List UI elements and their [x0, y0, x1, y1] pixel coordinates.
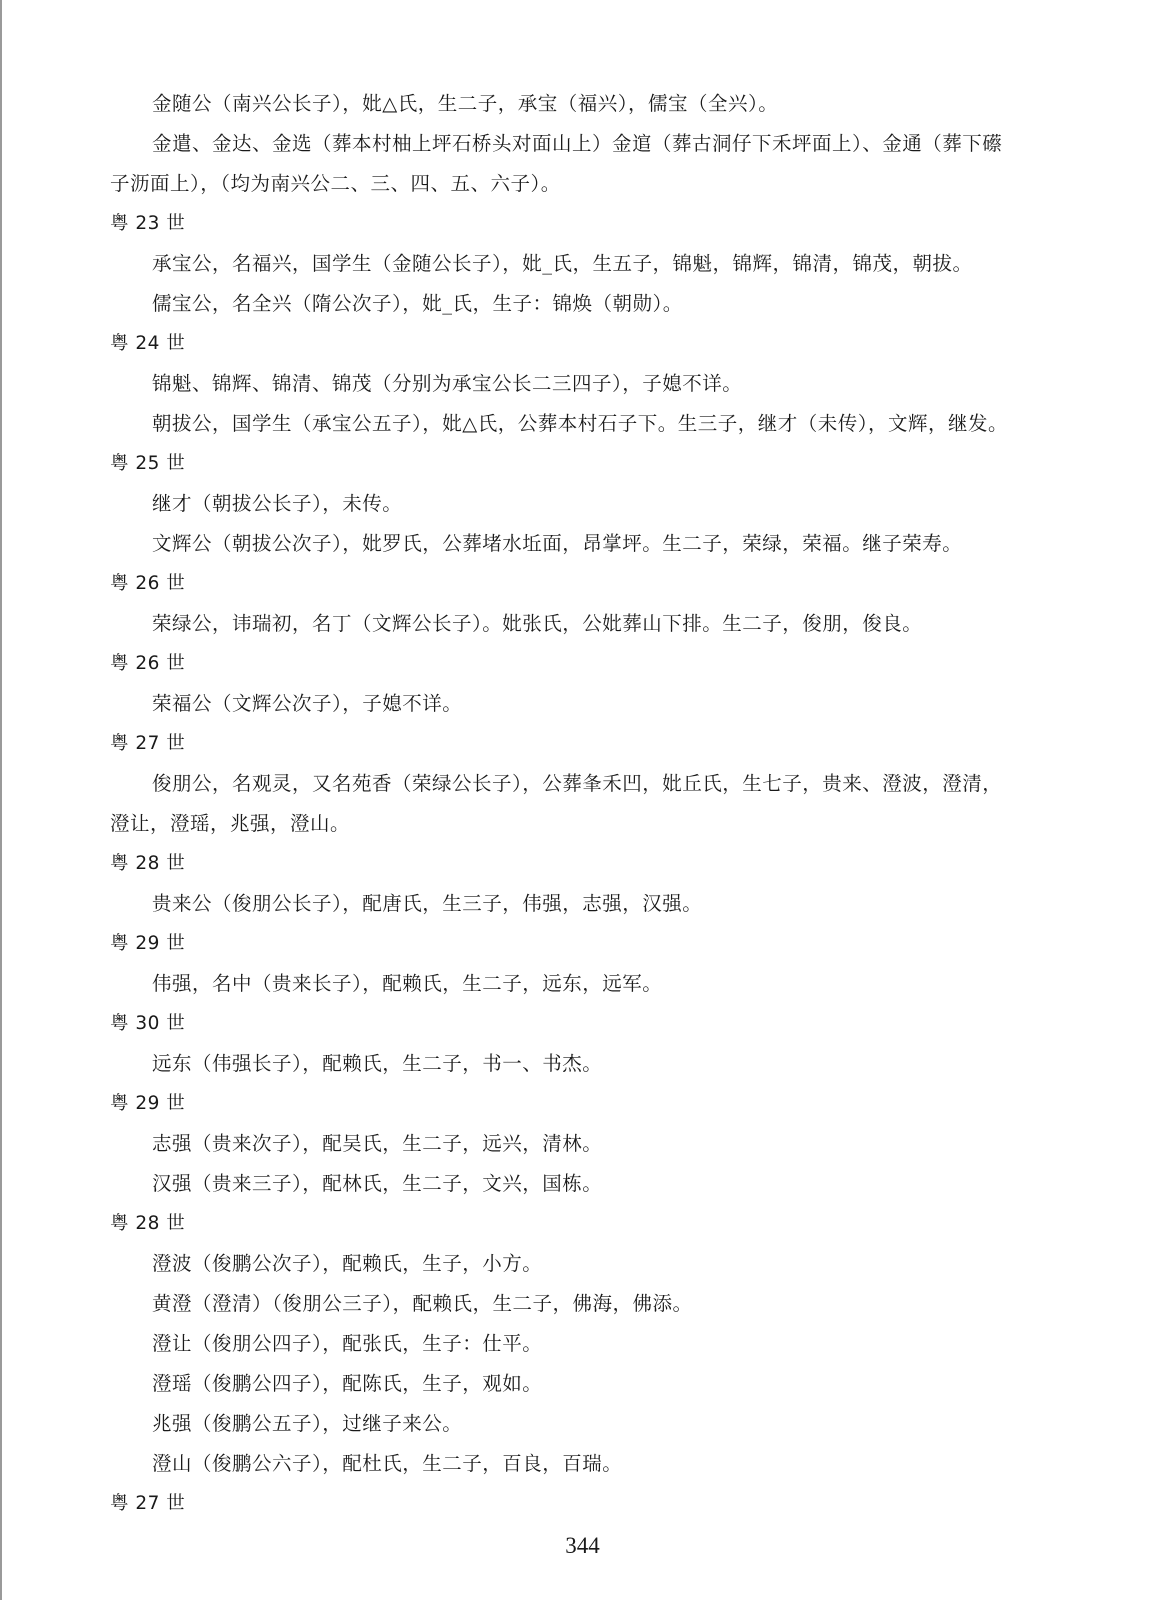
entry-continuation-line: 子沥面上），（均为南兴公二、三、四、五、六子）。	[110, 172, 561, 195]
entry-continuation-line: 澄让，澄瑶，兆强，澄山。	[110, 812, 351, 835]
generation-heading: 粤 26 世	[110, 653, 186, 674]
page-edge-border	[0, 0, 2, 1600]
entry-line: 远东（伟强长子），配赖氏，生二子，书一、书杰。	[152, 1052, 603, 1075]
entry-line: 澄山（俊鹏公六子），配杜氏，生二子，百良，百瑞。	[152, 1452, 623, 1475]
entry-line: 继才（朝拔公长子），未传。	[152, 492, 403, 515]
entry-line: 汉强（贵来三子），配林氏，生二子，文兴，国栋。	[152, 1172, 603, 1195]
entry-line: 澄让（俊朋公四子），配张氏，生子：仕平。	[152, 1332, 543, 1355]
entry-line: 儒宝公，名全兴（隋公次子），妣_氏，生子：锦焕（朝勋）。	[152, 292, 683, 315]
entry-line: 澄波（俊鹏公次子），配赖氏，生子，小方。	[152, 1252, 543, 1275]
generation-heading: 粤 25 世	[110, 453, 186, 474]
generation-heading: 粤 27 世	[110, 1493, 186, 1514]
entry-line: 金遣、金达、金选（葬本村柚上坪石桥头对面山上）金逭（葬古洞仔下禾坪面上）、金通（葬下礤	[152, 132, 1003, 155]
entry-line: 黄澄（澄清）（俊朋公三子），配赖氏，生二子，佛海，佛添。	[152, 1292, 693, 1315]
entry-line: 朝拔公，国学生（承宝公五子），妣△氏，公葬本村石子下。生三子，继才（未传），文辉，继发。	[152, 412, 1008, 435]
generation-heading: 粤 28 世	[110, 1213, 186, 1234]
entry-line: 锦魁、锦辉、锦清、锦茂（分别为承宝公长二三四子），子媳不详。	[152, 372, 743, 395]
entry-line: 承宝公，名福兴，国学生（金随公长子），妣_氏，生五子，锦魁，锦辉，锦清，锦茂，朝拔。	[152, 252, 973, 275]
generation-heading: 粤 29 世	[110, 1093, 186, 1114]
entry-line: 志强（贵来次子），配吴氏，生二子，远兴，清林。	[152, 1132, 603, 1155]
generation-heading: 粤 26 世	[110, 573, 186, 594]
generation-heading: 粤 28 世	[110, 853, 186, 874]
generation-heading: 粤 27 世	[110, 733, 186, 754]
entry-line: 金随公（南兴公长子），妣△氏，生二子，承宝（福兴），儒宝（全兴）。	[152, 92, 779, 115]
entry-line: 文辉公（朝拔公次子），妣罗氏，公葬堵水坵面，昂掌坪。生二子，荣绿，荣福。继子荣寿。	[152, 532, 963, 555]
entry-line: 荣福公（文辉公次子），子媳不详。	[152, 692, 463, 715]
entry-line: 伟强，名中（贵来长子），配赖氏，生二子，远东，远军。	[152, 972, 663, 995]
generation-heading: 粤 29 世	[110, 933, 186, 954]
genealogy-text-body	[110, 84, 1050, 1524]
entry-line: 澄瑶（俊鹏公四子），配陈氏，生子，观如。	[152, 1372, 543, 1395]
entry-line: 兆强（俊鹏公五子），过继子来公。	[152, 1412, 463, 1435]
generation-heading: 粤 30 世	[110, 1013, 186, 1034]
entry-line: 荣绿公，讳瑞初，名丁（文辉公长子）。妣张氏，公妣葬山下排。生二子，俊朋，俊良。	[152, 612, 923, 635]
entry-line: 俊朋公，名观灵，又名苑香（荣绿公长子），公葬夆禾凹，妣丘氏，生七子，贵来、澄波，澄清，	[152, 772, 1003, 795]
entry-line: 贵来公（俊朋公长子），配唐氏，生三子，伟强，志强，汉强。	[152, 892, 703, 915]
page-number: 344	[565, 1533, 600, 1558]
generation-heading: 粤 23 世	[110, 213, 186, 234]
generation-heading: 粤 24 世	[110, 333, 186, 354]
